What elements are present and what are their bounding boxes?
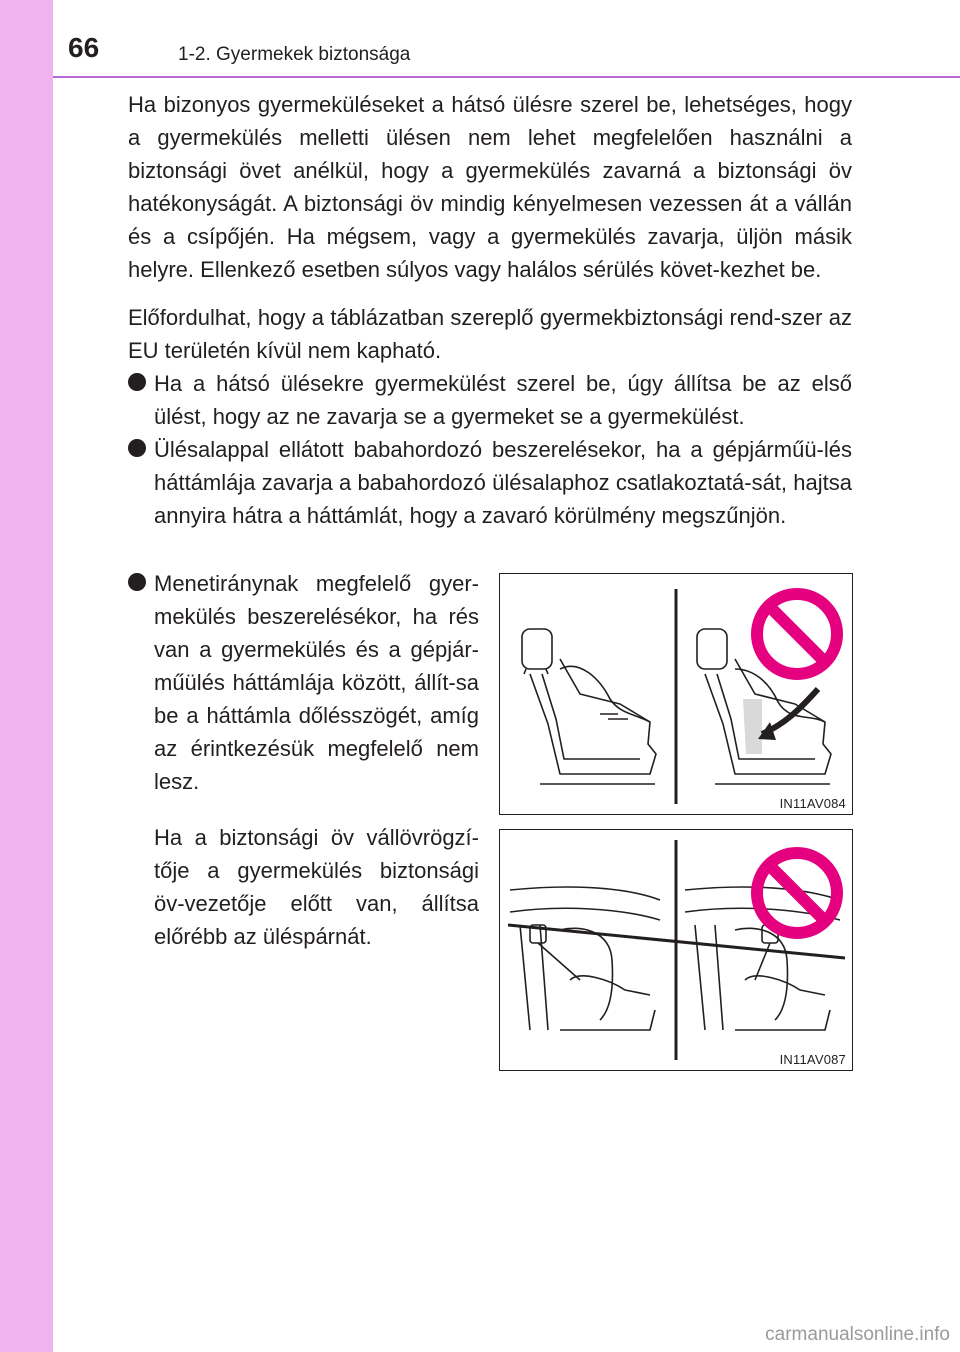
prohibition-icon [757, 594, 837, 674]
seat-gap-illustration [500, 574, 852, 814]
page-margin-band [0, 0, 53, 1352]
bullet-icon [128, 573, 146, 591]
watermark: carmanualsonline.info [765, 1324, 950, 1345]
header-rule [53, 76, 960, 78]
belt-anchor-illustration [500, 830, 852, 1070]
bullet-icon [128, 439, 146, 457]
figure-seat-gap [499, 573, 853, 815]
bullet-text: Ha a hátsó ülésekre gyermekülést szerel be, úgy állítsa be az első ülést, hogy az ne zavarja se a gyermeket se a gyermekülést. [154, 371, 852, 429]
paragraph-shoulder-anchor: Ha a biztonsági öv vállövrögzí-tője a gyermekülés biztonsági öv-vezetője előtt van, állítsa előrébb az üléspárnát. [154, 825, 479, 949]
figure-code: IN11AV084 [779, 796, 846, 811]
paragraph-seat-belt-interference: Ha bizonyos gyermeküléseket a hátsó ülésre szerel be, lehetséges, hogy a gyermekülés melletti ülésen nem lehet megfelelően használni a biztonsági övet anélkül, hogy a gyermekülés zavarná a biztonsági öv hatékonyságát. A biztonsági öv mindig kényelmesen vezessen át a vállán és a csípőjén. Ha mégsem, vagy a gyermekülés zavarja, üljön másik helyre. Ellenkező esetben súlyos vagy halálos sérülés követ-kezhet be. [128, 92, 852, 282]
figure-code: IN11AV087 [779, 1052, 846, 1067]
bullet-text: Ülésalappal ellátott babahordozó beszerelésekor, ha a gépjárműü-lés háttámlája zavarja a babahordozó ülésalaphoz csatlakoztatá-sát, hajtsa annyira hátra a háttámlát, hogy a zavaró körülmény megszűnjön. [154, 437, 852, 528]
bullet-text: Menetiránynak megfelelő gyer-mekülés beszerelésékor, ha rés van a gyermekülés és a gépjár-műülés háttámlája között, állít-sa be a háttámla dőlésszögét, amíg az érintkezésük megfelelő nem lesz. [154, 571, 479, 794]
bullet-icon [128, 373, 146, 391]
section-title: 1-2. Gyermekek biztonsága [178, 44, 411, 65]
figure-belt-anchor [499, 829, 853, 1071]
paragraph-eu-availability: Előfordulhat, hogy a táblázatban szereplő gyermekbiztonsági rend-szer az EU területén kívül nem kapható. [128, 305, 852, 363]
page-number: 66 [68, 32, 100, 63]
prohibition-icon [757, 853, 837, 933]
